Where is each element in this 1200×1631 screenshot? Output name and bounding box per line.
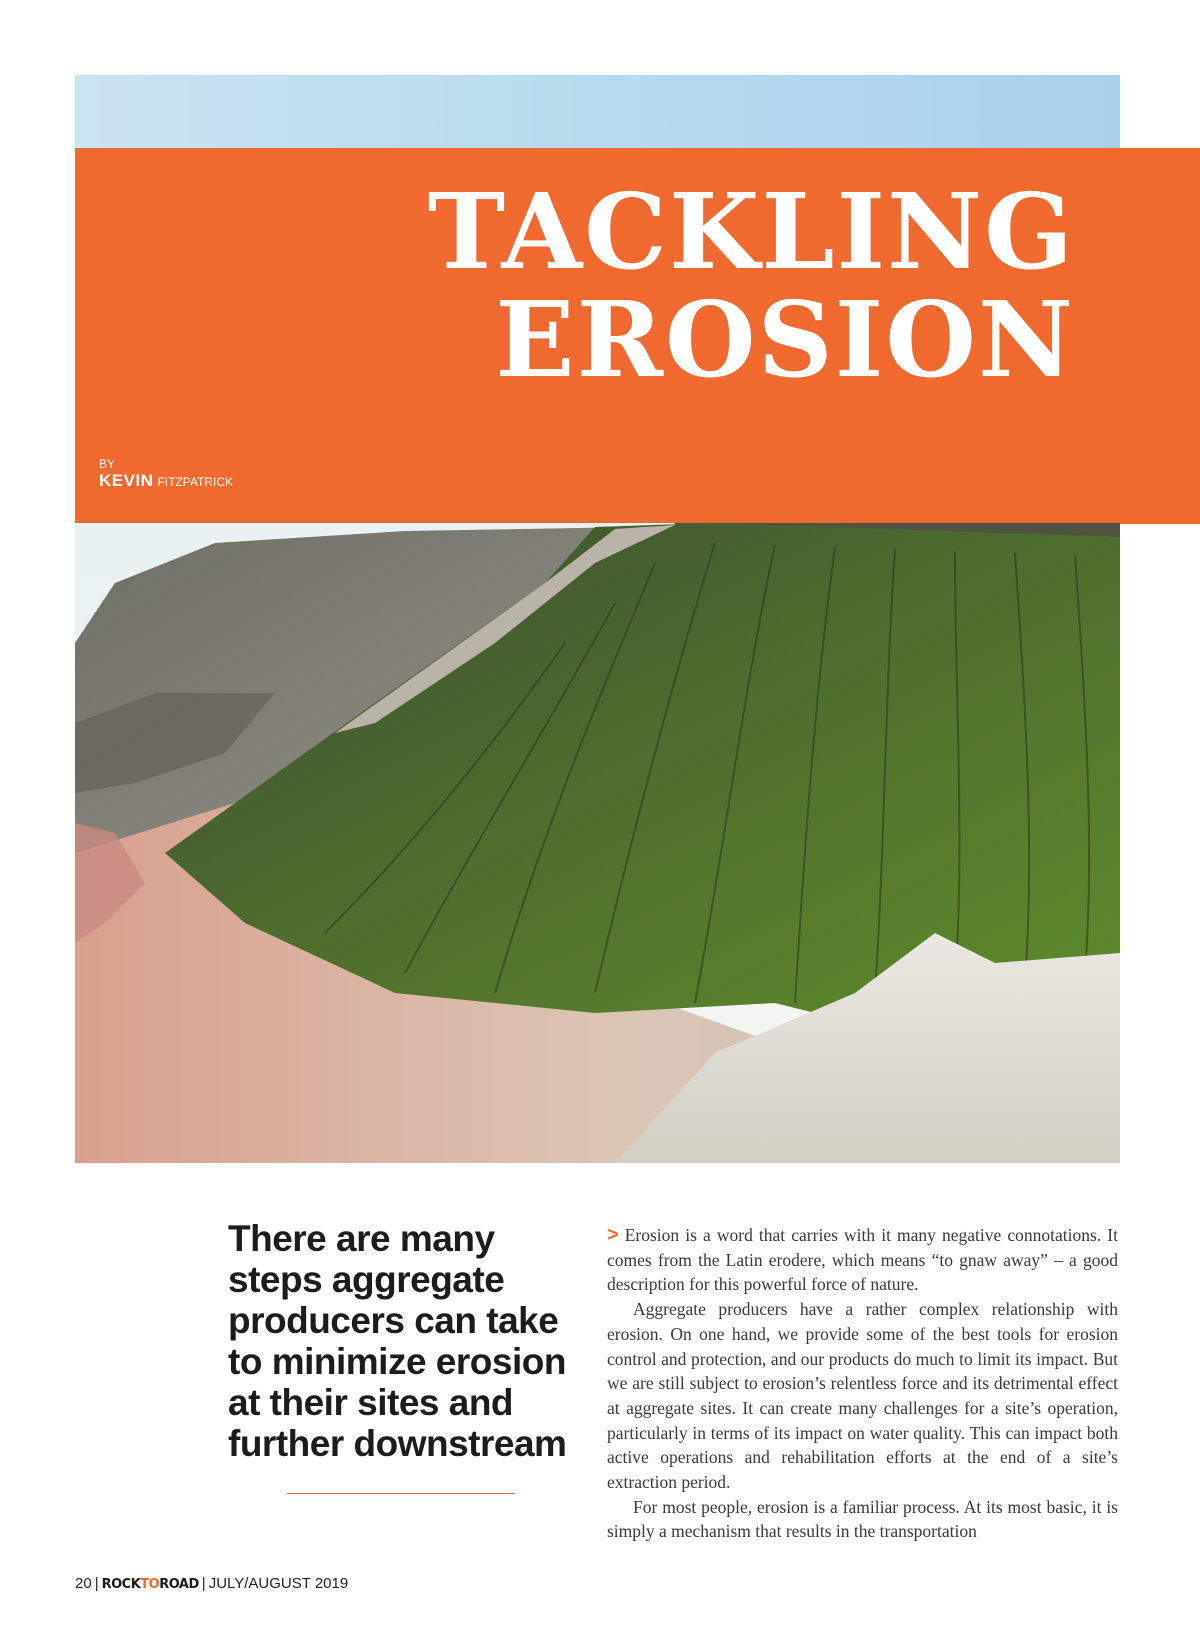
- header-sky-strip: [75, 75, 1120, 149]
- page-number: 20: [75, 1575, 92, 1592]
- author-first-name: KEVIN: [99, 471, 154, 490]
- author-last-name: FITZPATRICK: [157, 475, 234, 489]
- paragraph-3: For most people, erosion is a familiar process. At its most basic, it is simply a mechanism that results in the transportation: [607, 1496, 1118, 1542]
- article-title: [427, 170, 1075, 401]
- page-footer: 20 | ROCKTOROAD | JULY/AUGUST 2019: [75, 1575, 349, 1592]
- pull-quote: There are many steps aggregate producers can take to minimize erosion at their sites and further downstream: [228, 1218, 567, 1464]
- paragraph-2: Aggregate producers have a rather complex relationship with erosion. On one hand, we provide some of the best tools for erosion control and protection, and our products do much to limit its impact. But we are still subject to erosion’s relentless force and its detrimental effect at aggregate sites. It can create many challenges for a site’s operation, particularly in terms of its impact on water quality. This can impact both active operations and rehabilitation efforts at the end of a site’s extraction period.: [607, 1299, 1118, 1493]
- byline-by: BY: [99, 457, 116, 471]
- title-line-2: EROSION: [495, 278, 1075, 401]
- title-line-1: TACKLING: [427, 170, 1075, 293]
- article-body: [607, 1223, 1118, 1544]
- paragraph-1: [607, 1223, 1118, 1297]
- issue-date: JULY/AUGUST 2019: [208, 1575, 349, 1592]
- publication-logo: ROCKTOROAD: [101, 1577, 199, 1592]
- erosion-hillside-photo: [75, 523, 1120, 1163]
- chevron-right-icon: >: [607, 1224, 619, 1246]
- paragraph-1-text: Erosion is a word that carries with it many negative connotations. It comes from the Latin erodere, which means “to gnaw away” – a good description for this powerful force of nature.: [607, 1225, 1118, 1295]
- pull-quote-divider: [287, 1493, 515, 1494]
- byline: [99, 457, 233, 491]
